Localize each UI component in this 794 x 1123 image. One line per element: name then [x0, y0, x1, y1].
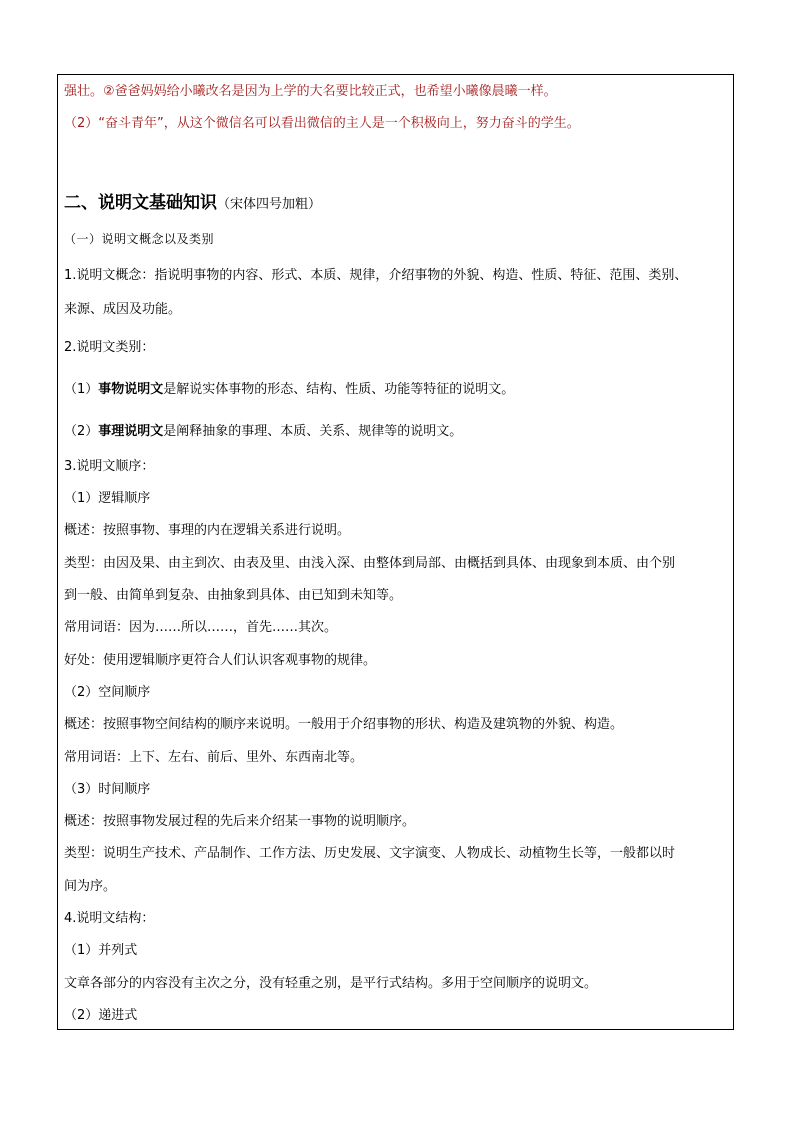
logic-order-types-2: 到一般、由简单到复杂、由抽象到具体、由已知到未知等。 — [64, 588, 403, 603]
time-order-overview: 概述：按照事物发展过程的先后来介绍某一事物的说明顺序。 — [64, 814, 416, 829]
section-format-note: （宋体四号加粗） — [217, 197, 322, 212]
category-item-2-prefix: （2） — [64, 424, 99, 439]
order-title: 3.说明文顺序： — [64, 459, 155, 474]
logic-order-benefit: 好处：使用逻辑顺序更符合人们认识客观事物的规律。 — [64, 653, 377, 668]
section-subtitle: （一）说明文概念以及类别 — [64, 232, 215, 246]
category-item-1-term: 事物说明文 — [98, 382, 164, 397]
concept-line-2: 来源、成因及功能。 — [64, 302, 182, 317]
concept-line-1: 1.说明文概念：指说明事物的内容、形式、本质、规律，介绍事物的外貌、构造、性质、特征、范围、类别、 — [64, 268, 688, 283]
progressive-structure-title: （2）递进式 — [64, 1008, 138, 1023]
time-order-types-2: 间为序。 — [64, 879, 117, 894]
parallel-structure-desc: 文章各部分的内容没有主次之分，没有轻重之别，是平行式结构。多用于空间顺序的说明文。 — [64, 976, 598, 991]
logic-order-types-1: 类型：由因及果、由主到次、由表及里、由浅入深、由整体到局部、由概括到具体、由现象到本质、由个别 — [64, 556, 676, 571]
logic-order-overview: 概述：按照事物、事理的内在逻辑关系进行说明。 — [64, 523, 351, 538]
category-item-1-prefix: （1） — [64, 382, 99, 397]
category-item-2-text: 是阐释抽象的事理、本质、关系、规律等的说明文。 — [163, 424, 463, 439]
content-frame — [57, 74, 734, 1030]
category-item-1 — [64, 382, 514, 398]
logic-order-title: （1）逻辑顺序 — [64, 491, 151, 506]
space-order-words: 常用词语：上下、左右、前后、里外、东西南北等。 — [64, 750, 364, 765]
parallel-structure-title: （1）并列式 — [64, 943, 138, 958]
logic-order-words: 常用词语：因为……所以……，首先……其次。 — [64, 620, 338, 635]
section-heading — [64, 193, 321, 215]
answer-line-2: （2）“奋斗青年”，从这个微信名可以看出微信的主人是一个积极向上，努力奋斗的学生。 — [64, 116, 580, 131]
answer-line-1: 强壮。②爸爸妈妈给小曦改名是因为上学的大名要比较正式，也希望小曦像晨曦一样。 — [64, 84, 557, 99]
section-title: 二、说明文基础知识 — [64, 193, 217, 213]
structure-title: 4.说明文结构： — [64, 911, 155, 926]
category-item-1-text: 是解说实体事物的形态、结构、性质、功能等特征的说明文。 — [163, 382, 515, 397]
space-order-title: （2）空间顺序 — [64, 685, 151, 700]
space-order-overview: 概述：按照事物空间结构的顺序来说明。一般用于介绍事物的形状、构造及建筑物的外貌、构造。 — [64, 717, 624, 732]
time-order-title: （3）时间顺序 — [64, 782, 151, 797]
category-item-2-term: 事理说明文 — [98, 424, 164, 439]
time-order-types-1: 类型：说明生产技术、产品制作、工作方法、历史发展、文字演变、人物成长、动植物生长等，一般都以时 — [64, 846, 676, 861]
categories-title: 2.说明文类别： — [64, 340, 155, 355]
category-item-2 — [64, 424, 462, 440]
